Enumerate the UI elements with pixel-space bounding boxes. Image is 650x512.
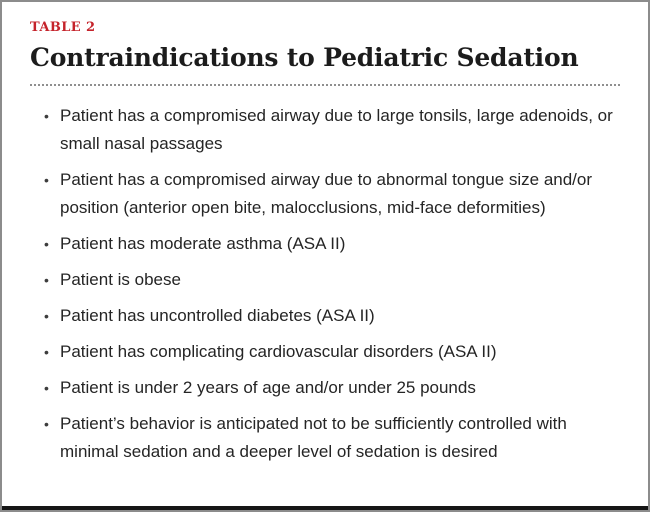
table-number-label: TABLE 2 bbox=[30, 20, 96, 35]
dotted-divider bbox=[30, 84, 620, 86]
list-item bbox=[44, 166, 620, 222]
list-item-text: Patient’s behavior is anticipated not to be sufficiently controlled with minimal sedation and a deeper level of sedation is desired bbox=[60, 414, 567, 461]
list-item bbox=[44, 302, 620, 330]
bullet-icon: • bbox=[44, 380, 49, 396]
list-item bbox=[44, 410, 620, 466]
list-item bbox=[44, 266, 620, 294]
bullet-icon: • bbox=[44, 236, 49, 252]
list-item-text: Patient has a compromised airway due to large tonsils, large adenoids, or small nasal passages bbox=[60, 106, 613, 153]
list-item bbox=[44, 338, 620, 366]
list-item-text: Patient has complicating cardiovascular disorders (ASA II) bbox=[60, 342, 497, 361]
bullet-icon: • bbox=[44, 172, 49, 188]
bullet-icon: • bbox=[44, 416, 49, 432]
bullet-icon: • bbox=[44, 272, 49, 288]
bullet-icon: • bbox=[44, 308, 49, 324]
list-item-text: Patient has uncontrolled diabetes (ASA II) bbox=[60, 306, 375, 325]
bullet-icon: • bbox=[44, 344, 49, 360]
list-item-text: Patient has a compromised airway due to abnormal tongue size and/or position (anterior open bite, malocclusions, mid-face deformities) bbox=[60, 170, 593, 217]
contraindications-list bbox=[44, 102, 620, 466]
list-item bbox=[44, 374, 620, 402]
table-title: Contraindications to Pediatric Sedation bbox=[30, 43, 579, 72]
list-item-text: Patient is under 2 years of age and/or under 25 pounds bbox=[60, 378, 476, 397]
list-item-text: Patient is obese bbox=[60, 270, 181, 289]
list-item bbox=[44, 230, 620, 258]
bottom-rule bbox=[2, 506, 648, 510]
table-content bbox=[2, 20, 648, 466]
list-item-text: Patient has moderate asthma (ASA II) bbox=[60, 234, 346, 253]
bullet-icon: • bbox=[44, 108, 49, 124]
list-item bbox=[44, 102, 620, 158]
